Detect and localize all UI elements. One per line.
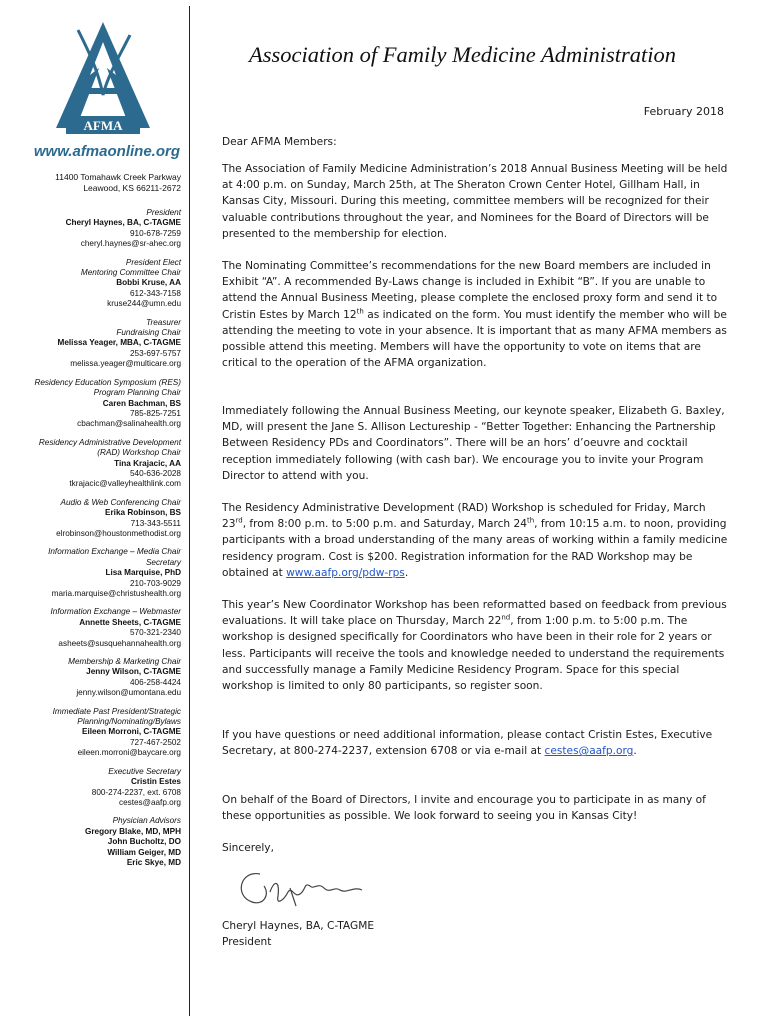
officer-role: Residency Education Symposium (RES) bbox=[34, 377, 181, 387]
officer-name: Gregory Blake, MD, MPH bbox=[85, 826, 181, 836]
officer-role: Information Exchange – Media Chair bbox=[48, 547, 181, 557]
officer-email[interactable]: tkrajacic@valleyhealthlink.com bbox=[69, 479, 181, 489]
officer-name: Jenny Wilson, C-TAGME bbox=[86, 667, 181, 677]
signer-block bbox=[222, 918, 522, 950]
officer-name: John Bucholtz, DO bbox=[107, 837, 181, 847]
text: The Residency Administrative Development (RAD) Workshop is scheduled for Friday, March 23 bbox=[222, 502, 706, 531]
letter-date: February 2018 bbox=[643, 105, 724, 118]
officer-entry bbox=[0, 498, 181, 540]
officer-role: Membership & Marketing Chair bbox=[68, 657, 181, 667]
sidebar-divider bbox=[189, 6, 190, 1016]
ordinal: nd bbox=[501, 613, 511, 622]
text: as indicated on the form. You must identify the member who will be attending the meeting to vote in your absence. It is important that as many AFMA members as possible attend this meeting. Members will have the opportunity to vote on items that are critical to the operation of the AFMA organization. bbox=[222, 308, 727, 370]
address-line: 11400 Tomahawk Creek Parkway bbox=[55, 172, 181, 182]
officer-name: Melissa Yeager, MBA, C-TAGME bbox=[57, 338, 181, 348]
afma-logo bbox=[48, 20, 158, 138]
signer-title: President bbox=[222, 936, 272, 948]
officer-name: Eileen Morroni, C-TAGME bbox=[81, 727, 181, 737]
officer-name: Lisa Marquise, PhD bbox=[105, 568, 181, 578]
officer-phone: 253-697-5757 bbox=[130, 348, 181, 358]
officer-email[interactable]: cbachman@salinahealth.org bbox=[77, 419, 181, 429]
officer-name: William Geiger, MD bbox=[107, 847, 181, 857]
officer-phone: 210-703-9029 bbox=[130, 578, 181, 588]
paragraph-rad-workshop bbox=[222, 500, 730, 581]
officer-name: Erika Robinson, BS bbox=[105, 508, 181, 518]
paragraph-annual-meeting: The Association of Family Medicine Administration’s 2018 Annual Business Meeting will be held at 4:00 p.m. on Sunday, March 25th, at The Sheraton Crown Center Hotel, Gillham Hall, in Kansas City, Missouri. During this meeting, committee members will be recognized for their valuable contributions throughout the year, and Nominees for the Board of Directors will be presented to the membership for election. bbox=[222, 163, 728, 240]
signer-name: Cheryl Haynes, BA, C-TAGME bbox=[222, 920, 375, 932]
officer-email[interactable]: jenny.wilson@umontana.edu bbox=[76, 688, 181, 698]
officer-name: Eric Skye, MD bbox=[126, 857, 181, 867]
paragraph-keynote: Immediately following the Annual Business Meeting, our keynote speaker, Elizabeth G. Baxley, MD, will present the Jane S. Allison Lectureship - “Better Together: Enhancing the Partnership Between Residency PDs and Coordinators”. There will be an hors’ d’oeuvre and cocktail reception immediately following (with cash bar). We encourage you to invite your Program Director to attend with you. bbox=[222, 405, 725, 482]
org-title: Association of Family Medicine Administration bbox=[248, 42, 677, 67]
officer-role: President Elect bbox=[125, 257, 181, 267]
logo-text: AFMA bbox=[83, 118, 123, 133]
officer-role: Residency Administrative Development bbox=[38, 437, 181, 447]
ordinal: rd bbox=[235, 516, 243, 525]
officer-phone: 785-825-7251 bbox=[130, 408, 181, 418]
officer-entry bbox=[0, 767, 181, 809]
officer-entry bbox=[0, 318, 181, 370]
ordinal: th bbox=[356, 307, 364, 316]
letter-greeting: Dear AFMA Members: bbox=[222, 136, 337, 148]
officer-entry bbox=[0, 707, 181, 759]
officer-entry bbox=[0, 547, 181, 599]
address-line: Leawood, KS 66211-2672 bbox=[83, 183, 181, 193]
text: This year’s New Coordinator Workshop has been reformatted based on feedback from previous evaluations. It will take place on Thursday, March 22 bbox=[222, 599, 727, 628]
officer-role: Executive Secretary bbox=[108, 766, 181, 776]
officer-email[interactable]: kruse244@umn.edu bbox=[107, 299, 181, 309]
text: , from 10:15 a.m. to noon, providing participants with a broad understanding of the many areas of working within a family medicine residency program. Cost is $200. Registration information for the RAD Workshop may be obtained at bbox=[222, 518, 728, 579]
ordinal: th bbox=[526, 516, 535, 525]
officer-email[interactable]: melissa.yeager@multicare.org bbox=[70, 359, 181, 369]
officer-role: Treasurer bbox=[146, 317, 181, 327]
officer-email[interactable]: maria.marquise@christushealth.org bbox=[51, 589, 181, 598]
officer-phone: 570-321-2340 bbox=[130, 628, 181, 638]
officer-phone: 800-274-2237, ext. 6708 bbox=[91, 787, 181, 797]
officer-role: President bbox=[146, 208, 181, 217]
paragraph-nominating bbox=[222, 258, 730, 371]
officer-entry bbox=[0, 378, 181, 430]
officer-role: Physician Advisors bbox=[112, 816, 181, 826]
officer-role: Fundraising Chair bbox=[116, 328, 181, 338]
officer-name: Tina Krajacic, AA bbox=[114, 458, 181, 468]
officer-role: Secretary bbox=[145, 557, 181, 567]
email-link[interactable]: cestes@aafp.org bbox=[544, 745, 634, 758]
officer-name: Annette Sheets, C-TAGME bbox=[79, 617, 181, 627]
org-address bbox=[0, 172, 181, 194]
officer-name: Cheryl Haynes, BA, C-TAGME bbox=[65, 218, 181, 228]
letterhead-sidebar bbox=[0, 0, 190, 1024]
officer-email[interactable]: elrobinson@houstonmethodist.org bbox=[56, 528, 181, 538]
officer-phone: 540-636-2028 bbox=[130, 468, 181, 478]
officer-name: Bobbi Kruse, AA bbox=[116, 278, 181, 288]
officer-email[interactable]: asheets@susquehannahealth.org bbox=[58, 638, 181, 648]
text: If you have questions or need additional information, please contact Cristin Estes, Executive Secretary, at 800-274-2237, extension 6708 or via e-mail at bbox=[222, 729, 713, 758]
text: The Nominating Committee’s recommendations for the new Board members are included in Exhibit “A”. A recommended By-Laws change is included in Exhibit “B”. If you are unable to attend the Annual Business Meeting, please complete the enclosed proxy form and send it to Cristin Estes by March 12 bbox=[222, 260, 718, 321]
officer-entry bbox=[0, 816, 181, 868]
text: , from 8:00 p.m. to 5:00 p.m. and Saturday, March 24 bbox=[242, 518, 527, 531]
handwritten-signature bbox=[230, 856, 380, 916]
officer-email[interactable]: eileen.morroni@baycare.org bbox=[77, 748, 181, 758]
officer-role: Mentoring Committee Chair bbox=[80, 268, 181, 278]
officer-name: Caren Bachman, BS bbox=[102, 398, 181, 408]
paragraph-coordinator-workshop bbox=[222, 597, 730, 694]
text: . bbox=[404, 566, 409, 579]
officer-email[interactable]: cestes@aafp.org bbox=[118, 797, 181, 807]
officer-role: Audio & Web Conferencing Chair bbox=[60, 497, 181, 507]
website-link[interactable]: www.afmaonline.org bbox=[33, 143, 180, 160]
text: , from 1:00 p.m. to 5:00 p.m. The workshop is designed specifically for Coordinators who have been in their role for 2 years or less. Participants will receive the tools and knowledge needed to understand the requirements and successfully manage a Family Medicine Residency Program. Space for this special workshop is limited to only 80 participants, so register soon. bbox=[222, 615, 725, 693]
officer-entry bbox=[0, 438, 181, 490]
officer-phone: 713-343-5511 bbox=[130, 518, 181, 528]
officer-entry bbox=[0, 657, 181, 699]
rad-link[interactable]: www.aafp.org/pdw-rps bbox=[286, 566, 405, 579]
officer-role: Immediate Past President/Strategic bbox=[52, 706, 181, 716]
officer-phone: 406-258-4424 bbox=[130, 677, 181, 687]
officer-entry bbox=[0, 607, 181, 649]
officer-list bbox=[0, 208, 181, 876]
officer-role: (RAD) Workshop Chair bbox=[97, 448, 181, 458]
officer-name: Cristin Estes bbox=[130, 777, 181, 787]
officer-role: Planning/Nominating/Bylaws bbox=[77, 717, 181, 727]
officer-phone: 612-343-7158 bbox=[130, 288, 181, 298]
paragraph-contact bbox=[222, 727, 730, 759]
officer-entry bbox=[0, 258, 181, 310]
paragraph-invitation: On behalf of the Board of Directors, I invite and encourage you to participate in as many of these opportunities as possible. We look forward to seeing you in Kansas City! bbox=[222, 794, 706, 823]
text: . bbox=[633, 745, 637, 758]
officer-phone: 910-678-7259 bbox=[130, 228, 181, 238]
officer-role: Information Exchange – Webmaster bbox=[50, 607, 181, 617]
officer-phone: 727-467-2502 bbox=[130, 737, 181, 747]
closing: Sincerely, bbox=[222, 842, 274, 854]
officer-role: Program Planning Chair bbox=[93, 388, 181, 398]
officer-email[interactable]: cheryl.haynes@sr-ahec.org bbox=[80, 239, 181, 249]
officer-entry bbox=[0, 208, 181, 250]
